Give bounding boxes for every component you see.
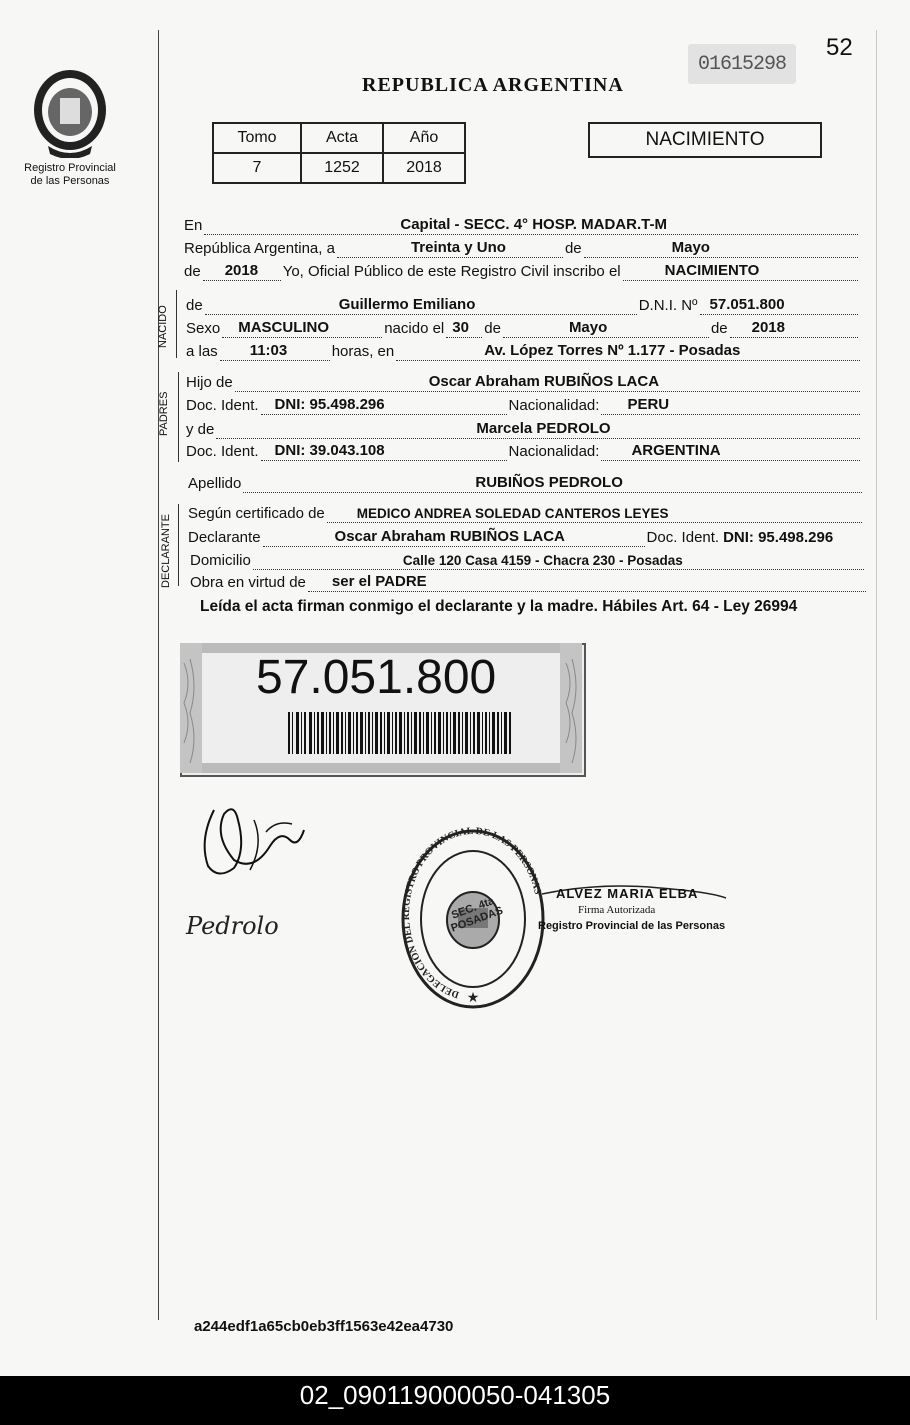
record-type-box: NACIMIENTO: [588, 122, 822, 158]
obra-line: [190, 573, 868, 592]
nacido-de-label: de: [186, 297, 203, 314]
hora-line: [186, 342, 862, 361]
padres-bracket: [178, 372, 179, 462]
father-nat-label: Nacionalidad:: [508, 397, 600, 414]
acta-header: Acta: [301, 123, 383, 153]
alas-label: a las: [186, 343, 218, 360]
place-value: Av. López Torres Nº 1.177 - Posadas: [484, 342, 741, 359]
cert-value: MEDICO ANDREA SOLEDAD CANTEROS LEYES: [356, 506, 669, 521]
mother-nat-value: ARGENTINA: [631, 442, 721, 459]
apellido-line: [188, 474, 864, 493]
right-margin-line: [876, 30, 877, 1320]
nacido-bracket: [176, 290, 177, 358]
document-title: REPUBLICA ARGENTINA: [362, 74, 624, 96]
serial-number: 01615298: [688, 44, 796, 84]
nacido-section-label: NACIDO: [157, 305, 169, 348]
hour-value: 11:03: [249, 342, 288, 359]
father-doc-value: DNI: 95.498.296: [274, 396, 385, 413]
decl-doc-value: DNI: 95.498.296: [723, 529, 834, 546]
anio-value: 2018: [383, 153, 465, 183]
en-label: En: [184, 217, 203, 234]
hijo-label: Hijo de: [186, 374, 233, 391]
apellido-value: RUBIÑOS PEDROLO: [475, 474, 623, 491]
official-org: Registro Provincial de las Personas: [538, 920, 726, 932]
inscribo-value: NACIMIENTO: [664, 262, 760, 279]
day-value: Treinta y Uno: [410, 239, 506, 256]
nacido-name-value: Guillermo Emiliano: [338, 296, 476, 313]
closing-statement: Leída el acta firman conmigo el declarante y la madre. Hábiles Art. 64 - Ley 26994: [200, 598, 798, 615]
nacido-name-line: [186, 296, 860, 315]
republica-label: República Argentina, a: [184, 240, 335, 257]
left-margin-line: [158, 30, 159, 1320]
father-name: Oscar Abraham RUBIÑOS LACA: [428, 373, 660, 390]
dom-value: Calle 120 Casa 4159 - Chacra 230 - Posadas: [402, 553, 683, 568]
mother-doc-line: [186, 442, 862, 461]
republica-line: [184, 239, 860, 258]
de-label: de: [564, 240, 582, 257]
father-doc-line: [186, 396, 862, 415]
dni-label: D.N.I. Nº: [638, 297, 698, 314]
birth-month-value: Mayo: [568, 319, 608, 336]
province-seal-logo: [30, 68, 110, 158]
scan-id-footer: 02_090119000050-041305: [0, 1376, 910, 1425]
month-value: Mayo: [671, 239, 710, 256]
apellido-label: Apellido: [188, 475, 242, 492]
en-line: [184, 216, 860, 235]
mother-doc-value: DNI: 39.043.108: [274, 442, 385, 459]
mother-name: Marcela PEDROLO: [476, 420, 611, 437]
tomo-header: Tomo: [213, 123, 301, 153]
hijo-line: [186, 373, 862, 392]
horas-label: horas, en: [331, 343, 395, 360]
official-name: ALVEZ MARIA ELBA: [556, 886, 699, 901]
dni-sticker-number: 57.051.800: [256, 651, 497, 704]
declarante-line: [188, 528, 868, 547]
domicilio-line: [190, 551, 866, 570]
birth-year-value: 2018: [751, 319, 785, 336]
sexo-value: MASCULINO: [238, 319, 330, 336]
de2-label: de: [184, 263, 201, 280]
certificado-line: [188, 504, 864, 523]
birth-day-value: 30: [452, 319, 469, 336]
mother-signature: Pedrolo: [186, 912, 279, 940]
inscribo-label: Yo, Oficial Público de este Registro Civil inscribo el: [282, 263, 621, 280]
mother-doc-label: Doc. Ident.: [186, 443, 259, 460]
mother-nat-label: Nacionalidad:: [508, 443, 600, 460]
yde-label: y de: [186, 421, 215, 438]
mother-line: [186, 420, 862, 439]
registry-line-2: de las Personas: [30, 175, 110, 187]
cert-label: Según certificado de: [188, 505, 325, 522]
inscribo-line: [184, 262, 860, 281]
de-label-3: de: [710, 320, 728, 337]
page-number: 52: [826, 34, 853, 61]
father-nat-value: PERU: [627, 396, 670, 413]
de-label-2: de: [484, 320, 501, 337]
document-hash: a244edf1a65cb0eb3ff1563e42ea4730: [194, 1318, 454, 1335]
sexo-line: [186, 319, 860, 338]
dom-label: Domicilio: [190, 552, 251, 569]
register-table: [212, 122, 466, 184]
nacido-el-label: nacido el: [384, 320, 445, 337]
obra-label: Obra en virtud de: [190, 574, 306, 591]
acta-value: 1252: [301, 153, 383, 183]
dni-value: 57.051.800: [709, 296, 785, 313]
sexo-label: Sexo: [186, 320, 221, 337]
barcode-icon: [288, 712, 512, 754]
stamp-inner-text: SEC. 4ta POSADAS: [449, 895, 505, 935]
tomo-value: 7: [213, 153, 301, 183]
padres-section-label: PADRES: [158, 391, 170, 436]
stamp-ring-text: DELEGACION DEL REGISTRO PROVINCIAL DE LAS PERSONAS: [400, 826, 544, 1000]
official-role: Firma Autorizada: [578, 904, 656, 916]
decl-label: Declarante: [188, 529, 261, 546]
obra-value: ser el PADRE: [331, 573, 427, 590]
registry-line-1: Registro Provincial: [24, 162, 116, 174]
declarante-bracket: [178, 504, 179, 586]
decl-value: Oscar Abraham RUBIÑOS LACA: [334, 528, 565, 545]
declarant-signature: [194, 790, 314, 880]
svg-text:★: ★: [466, 989, 480, 1005]
father-doc-label: Doc. Ident.: [186, 397, 259, 414]
anio-header: Año: [383, 123, 465, 153]
registry-caption: [14, 162, 126, 188]
en-value: Capital - SECC. 4° HOSP. MADAR.T-M: [400, 216, 667, 233]
year-value: 2018: [224, 262, 259, 279]
declarante-section-label: DECLARANTE: [160, 514, 172, 588]
decl-doc-label: Doc. Ident.: [646, 529, 720, 546]
